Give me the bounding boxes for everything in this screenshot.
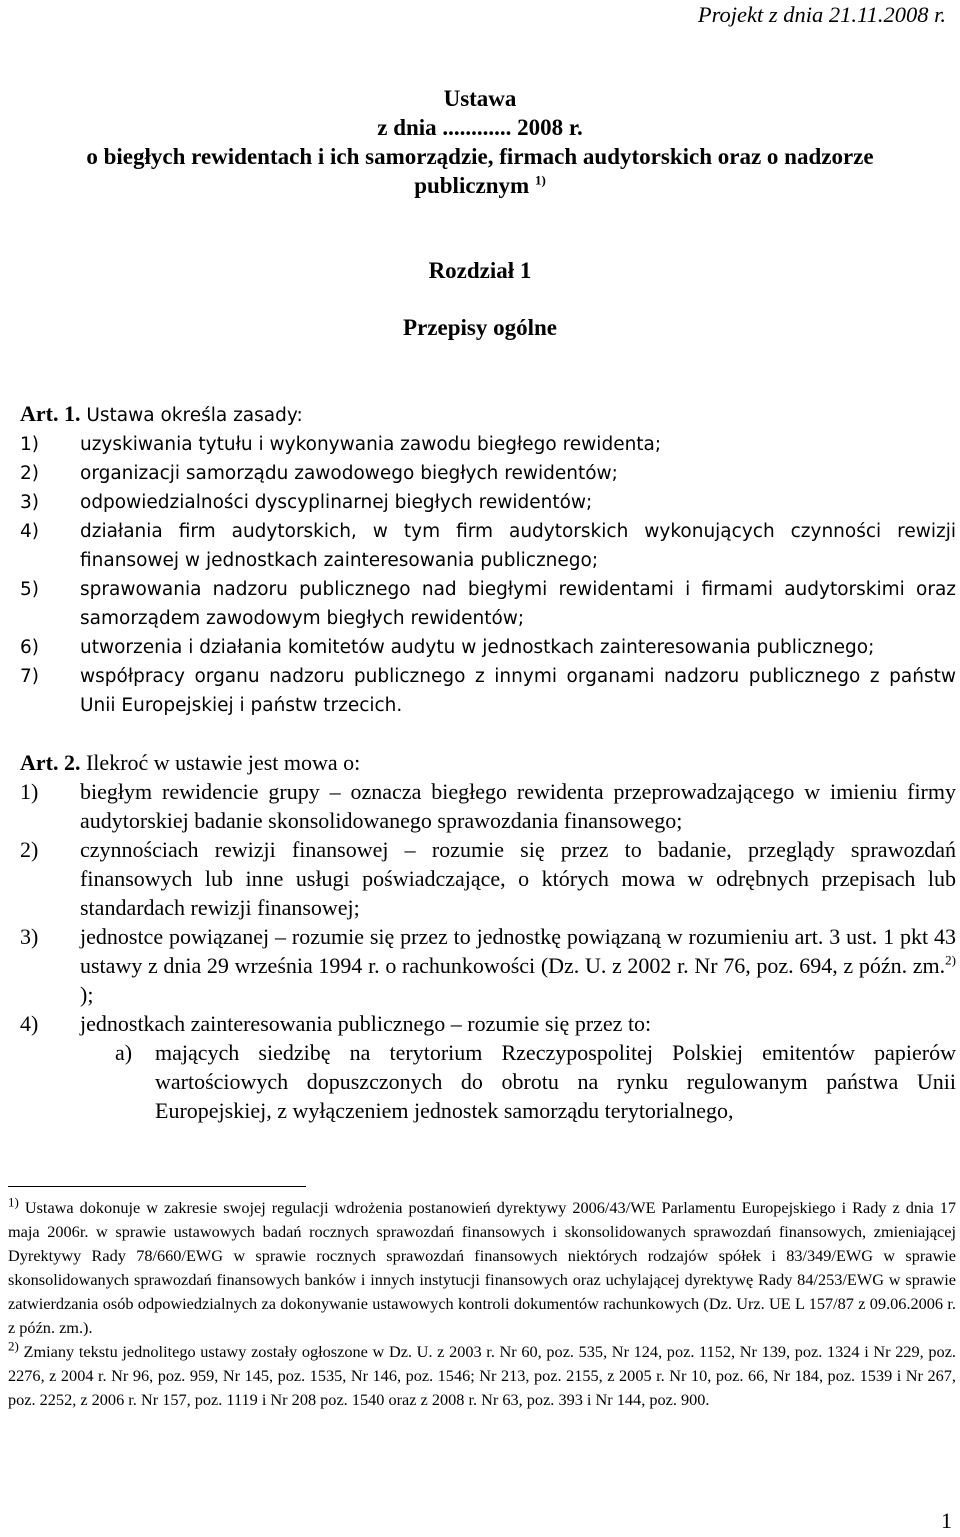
list-item [20, 777, 956, 835]
footnote-marker: 2) [8, 1338, 19, 1354]
footnote-separator [8, 1186, 306, 1187]
footnote-text: Zmiany tekstu jednolitego ustawy zostały ogłoszone w Dz. U. z 2003 r. Nr 60, poz. 535, Nr 124, poz. 1152, Nr 139, poz. 1324 i Nr 229, poz. 2276, z 2004 r. Nr 96, poz. 959, Nr 145, poz. 1535, Nr 146, poz. 1546; Nr 213, poz. 2155, z 2005 r. Nr 10, poz. 66, Nr 184, poz. 1539 i Nr 267, poz. 2252, z 2006 r. Nr 157, poz. 1119 i Nr 208 poz. 1540 oraz z 2008 r. Nr 63, poz. 393 i Nr 144, poz. 900. [8, 1342, 956, 1409]
article-1-heading-line [20, 399, 956, 430]
footnote-1 [8, 1196, 956, 1340]
list-item-number: 5) [20, 579, 39, 600]
footnote-2 [8, 1340, 956, 1412]
article-2 [20, 748, 956, 1125]
list-item [20, 430, 956, 459]
list-item-number: 2) [20, 837, 39, 862]
list-item-text: działania firm audytorskich, w tym firm audytorskich wykonujących czynności rewizji finansowej w jednostkach zainteresowania publicznego; [80, 521, 956, 571]
footnote-text: Ustawa dokonuje w zakresie swojej regulacji wdrożenia postanowień dyrektywy 2006/43/WE Parlamentu Europejskiego i Rady z dnia 17 maja 2006r. w sprawie ustawowych badań rocznych sprawozdań finansowych i skonsolidowanych sprawozdań finansowych, zmieniającej Dyrektywy Rady 78/660/EWG w sprawie rocznych sprawozdań finansowych niektórych rodzajów spółek i 83/349/EWG w sprawie skonsolidowanych sprawozdań finansowych banków i innych instytucji finansowych oraz uchylającej dyrektywę Rady 84/253/EWG w sprawie zatwierdzania osób odpowiedzialnych za dokonywanie ustawowych kontroli dokumentów rachunkowych (Dz. Urz. UE L 157/87 z 09.06.2006 r. z późn. zm.). [8, 1198, 956, 1337]
sub-list-item [115, 1038, 956, 1125]
article-2-heading-line [20, 748, 956, 777]
list-item [20, 835, 956, 922]
page-number: 1 [941, 1508, 952, 1533]
list-item-number: 4) [20, 1011, 39, 1036]
list-item [20, 662, 956, 720]
sub-list-item-text: mających siedzibę na terytorium Rzeczypospolitej Polskiej emitentów papierów wartościowych dopuszczonych do obrotu na rynku regulowanym państwa Unii Europejskiej, z wyłączeniem jednostek samorządu terytorialnego, [155, 1040, 956, 1123]
list-item [20, 1009, 956, 1038]
footnotes [8, 1196, 956, 1412]
act-title-date: z dnia ............ 2008 r. [377, 115, 583, 140]
article-1-intro: Ustawa określa zasady: [86, 405, 303, 426]
list-item [20, 488, 956, 517]
list-item [20, 922, 956, 1009]
act-title-subject-end: publicznym [414, 173, 530, 198]
list-item [20, 517, 956, 575]
article-2-label: Art. 2. [20, 750, 81, 775]
list-item-text: organizacji samorządu zawodowego biegłych rewidentów; [80, 463, 618, 484]
act-title-subject: o biegłych rewidentach i ich samorządzie, firmach audytorskich oraz o nadzorze [86, 144, 874, 169]
list-item-number: 1) [20, 779, 39, 804]
footnote-marker: 1) [8, 1194, 19, 1210]
footnote-ref-1: 1) [534, 172, 546, 188]
act-title-line-1: Ustawa [443, 86, 517, 111]
draft-date-header: Projekt z dnia 21.11.2008 r. [697, 2, 946, 27]
list-item [20, 575, 956, 633]
article-2-intro: Ilekroć w ustawie jest mowa o: [85, 750, 361, 775]
list-item-text: biegłym rewidencie grupy – oznacza biegłego rewidenta przeprowadzającego w imieniu firmy audytorskiej badanie skonsolidowanego sprawozdania finansowego; [80, 779, 956, 833]
article-1 [20, 399, 956, 720]
list-item-number: 1) [20, 434, 39, 455]
list-item-number: 2) [20, 463, 39, 484]
list-item-text [80, 922, 956, 1009]
list-item-number: 3) [20, 924, 39, 949]
list-item-text: czynnościach rewizji finansowej – rozumie się przez to badanie, przeglądy sprawozdań finansowych lub inne usługi poświadczające, o których mowa w odrębnych przepisach lub standardach rewizji finansowej; [80, 837, 956, 920]
list-item-text: odpowiedzialności dyscyplinarnej biegłych rewidentów; [80, 492, 593, 513]
list-item-text-main: jednostce powiązanej – rozumie się przez to jednostkę powiązaną w rozumieniu art. 3 ust. 1 pkt 43 ustawy z dnia 29 września 1994 r. o rachunkowości (Dz. U. z 2002 r. Nr 76, poz. 694, z późn. zm. [80, 924, 956, 978]
act-title-subject-cont [0, 171, 960, 200]
list-item-text: uzyskiwania tytułu i wykonywania zawodu biegłego rewidenta; [80, 434, 662, 455]
sub-list-item-letter: a) [115, 1040, 133, 1065]
list-item-text: współpracy organu nadzoru publicznego z innymi organami nadzoru publicznego z państw Unii Europejskiej i państw trzecich. [80, 666, 956, 716]
list-item [20, 459, 956, 488]
chapter-name: Przepisy ogólne [403, 315, 557, 340]
list-item-text: utworzenia i działania komitetów audytu w jednostkach zainteresowania publicznego; [80, 637, 875, 658]
act-title [0, 84, 960, 200]
list-item-number: 6) [20, 637, 39, 658]
article-1-label: Art. 1. [20, 401, 81, 426]
list-item-number: 3) [20, 492, 39, 513]
list-item-text: sprawowania nadzoru publicznego nad biegłymi rewidentami i firmami audytorskimi oraz samorządem zawodowym biegłych rewidentów; [80, 579, 956, 629]
list-item [20, 633, 956, 662]
list-item-text: jednostkach zainteresowania publicznego – rozumie się przez to: [80, 1011, 652, 1036]
chapter-number: Rozdział 1 [428, 258, 532, 283]
footnote-ref-2: 2) [945, 952, 956, 968]
list-item-number: 4) [20, 521, 39, 542]
list-item-text-end: ); [80, 982, 94, 1007]
list-item-number: 7) [20, 666, 39, 687]
